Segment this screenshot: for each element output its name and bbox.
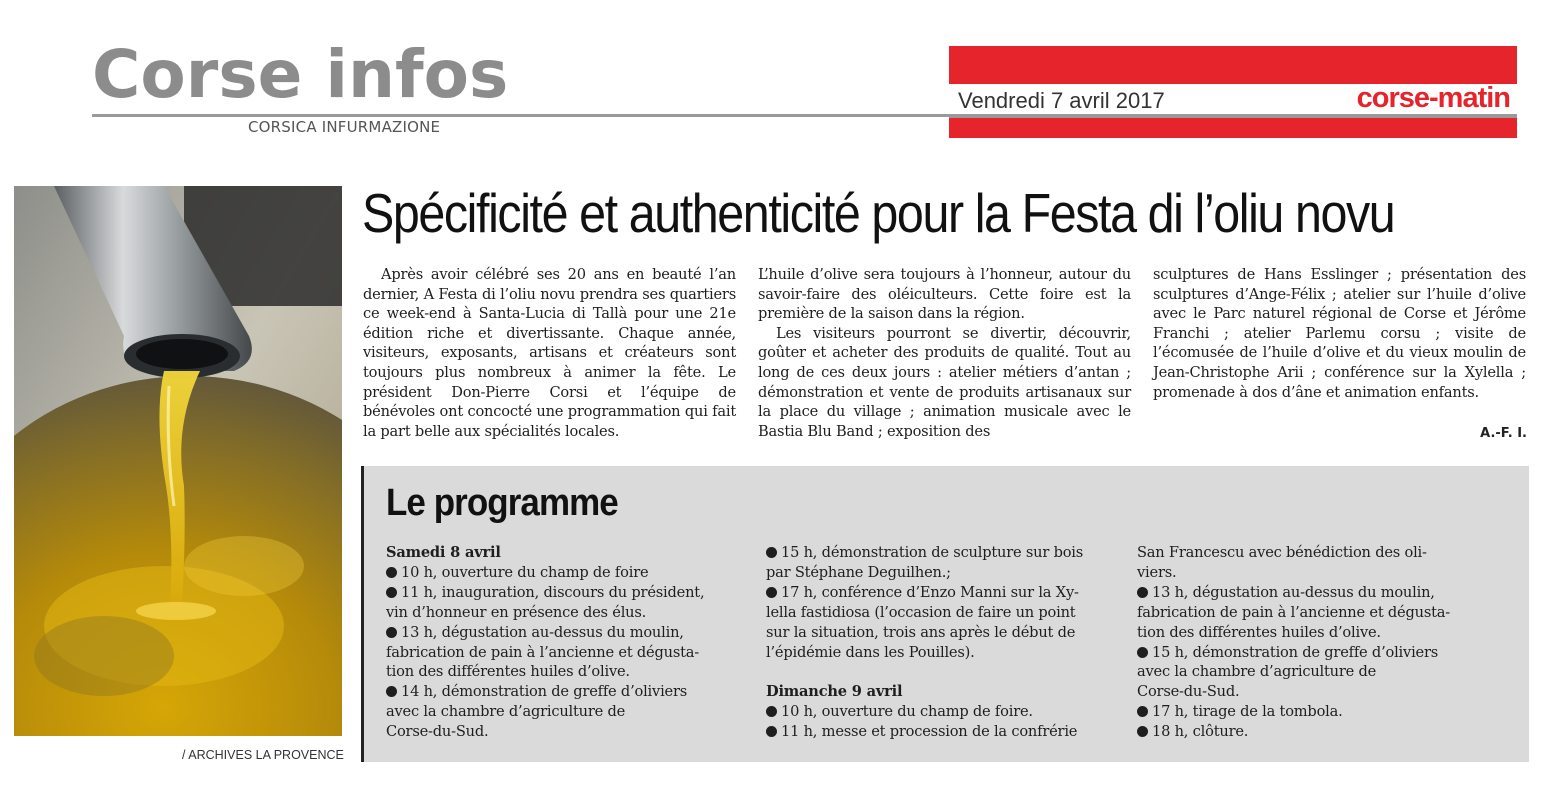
programme-item [766,543,1111,563]
newspaper-logo: corse-matin [1356,82,1510,114]
programme-item-continuation: sur la situation, trois ans après le début de [766,623,1076,641]
author-signature: A.-F. I. [1480,426,1527,441]
programme-item-continuation: tion des différentes huiles d’olive. [386,663,630,681]
photo-credit: / ARCHIVES LA PROVENCE [182,748,344,762]
bullet-icon [766,547,777,558]
programme-item-text: 10 h, ouverture du champ de foire. [781,703,1033,721]
programme-item-continuation: avec la chambre d’agriculture de [386,703,626,721]
programme-item [1137,643,1492,663]
programme-item-continuation: tion des différentes huiles d’olive. [1137,623,1381,641]
programme-item [386,623,746,643]
programme-item [386,583,746,603]
bullet-icon [766,587,777,598]
programme-item [766,583,1111,603]
programme-item [1137,722,1492,742]
programme-day-heading: Dimanche 9 avril [766,683,903,701]
programme-item-text: 13 h, dégustation au-dessus du moulin, [401,623,684,641]
programme-item [386,682,746,702]
programme-item-continuation: par Stéphane Deguilhen.; [766,563,951,581]
programme-item-continuation: viers. [1137,563,1177,581]
programme-item-text: 17 h, conférence d’Enzo Manni sur la Xy- [781,583,1079,601]
programme-item-text: 15 h, démonstration de sculpture sur bois [781,544,1084,561]
programme-item-continuation: l’épidémie dans les Pouilles). [766,643,975,661]
programme-item-continuation: Corse-du-Sud. [1137,683,1240,701]
programme-item-text: 11 h, messe et procession de la confrérie [781,723,1078,741]
bullet-icon [1137,647,1148,658]
bullet-icon [386,567,397,578]
programme-column-2 [766,543,1111,742]
olive-oil-pouring-image [14,186,342,736]
article-paragraph: Après avoir célébré ses 20 ans en beauté l’an dernier, A Festa di l’oliu novu prendra ses quartiers ce week-end à Santa-Lucia di Tallà pour une 21e édition riche et divertissante. Chaque année, visiteurs, exposants, artisans et créateurs sont toujours plus nombreux à animer la fête. Le président Don-Pierre Corsi et l’équipe de bénévoles ont concocté une programmation qui fait la part belle aux spécialités locales. [363,266,736,440]
bullet-icon [766,726,777,737]
bullet-icon [386,686,397,697]
article-photo [14,186,342,736]
programme-box-bar [361,466,364,762]
programme-item [1137,702,1492,722]
issue-date: Vendredi 7 avril 2017 [958,88,1165,113]
bullet-icon [1137,726,1148,737]
article-paragraph: sculptures de Hans Esslinger ; présentation des sculptures d’Ange-Félix ; atelier sur l’huile d’olive avec le Parc naturel régional de Corse et Jérôme Franchi ; atelier Parlemu corsu ; visite de l’écomusée de l’huile d’olive et du vieux moulin de Jean-Christophe Arii ; conférence sur la Xylella ; promenade à dos d’âne et animation enfants. [1153,266,1526,401]
section-subtitle: CORSICA INFURMAZIONE [248,118,441,136]
bullet-icon [766,706,777,717]
bullet-icon [1137,706,1148,717]
programme-item-continuation: avec la chambre d’agriculture de [1137,663,1377,681]
programme-item-continuation: fabrication de pain à l’ancienne et dégusta- [386,643,700,661]
article-paragraph: L’huile d’olive sera toujours à l’honneur, autour du savoir-faire des oléiculteurs. Cette foire est la première de la saison dans la région. [758,266,1131,323]
programme-item-text: 11 h, inauguration, discours du président, [401,583,705,601]
programme-column-3 [1137,543,1492,742]
article-column-2 [758,265,1131,441]
programme-day-heading: Samedi 8 avril [386,544,501,561]
spacer [766,662,1111,682]
programme-item-continuation: Corse-du-Sud. [386,723,489,741]
programme-column-1 [386,543,746,742]
programme-item [1137,583,1492,603]
bullet-icon [386,627,397,638]
masthead-rule [92,114,950,117]
programme-item-continuation: San Francescu avec bénédiction des oli- [1137,544,1427,561]
section-title: Corse infos [92,36,509,113]
article-column-3 [1153,265,1526,402]
programme-item [766,722,1111,742]
programme-title: Le programme [386,482,618,524]
article-headline: Spécificité et authenticité pour la Festa di l’oliu novu [362,182,1395,244]
programme-item-continuation: vin d’honneur en présence des élus. [386,603,647,621]
programme-item-text: 10 h, ouverture du champ de foire [401,563,649,581]
bullet-icon [386,587,397,598]
article-column-1 [363,265,736,441]
programme-item-text: 18 h, clôture. [1152,723,1249,741]
programme-item [386,563,746,583]
programme-item [766,702,1111,722]
programme-item-continuation: fabrication de pain à l’ancienne et dégusta- [1137,603,1451,621]
bullet-icon [1137,587,1148,598]
programme-item-text: 13 h, dégustation au-dessus du moulin, [1152,583,1435,601]
programme-item-text: 14 h, démonstration de greffe d’oliviers [401,683,688,701]
programme-item-text: 17 h, tirage de la tombola. [1152,703,1343,721]
programme-item-continuation: lella fastidiosa (l’occasion de faire un point [766,603,1076,621]
article-paragraph: Les visiteurs pourront se divertir, découvrir, goûter et acheter des produits de qualité. Tout au long de ces deux jours : atelier métiers d’antan ; démonstration et vente de produits artisanaux sur la place du village ; animation musicale avec le Bastia Blu Band ; exposition des [758,324,1131,440]
programme-item-text: 15 h, démonstration de greffe d’oliviers [1152,643,1439,661]
